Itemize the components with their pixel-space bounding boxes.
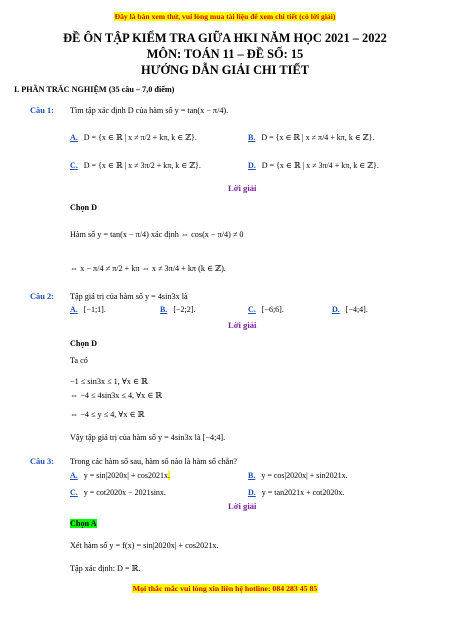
q1-option-b[interactable]: B. D = {x ∈ ℝ | x ≠ π/4 + kπ, k ∈ ℤ}.	[248, 133, 375, 142]
q1-option-c[interactable]: C. D = {x ∈ ℝ | x ≠ 3π/2 + kπ, k ∈ ℤ}.	[70, 161, 201, 170]
solution-title: HƯỚNG DẪN GIẢI CHI TIẾT	[141, 63, 309, 77]
q1-prompt: Tìm tập xác định D của hàm số y = tan(x − π/4).	[70, 106, 229, 115]
q3-answer: Chọn A	[70, 519, 97, 528]
q3-option-b[interactable]: B. y = cos|2020x| + sin2021x.	[248, 471, 348, 480]
q3-solution-line2: Tập xác định: D = ℝ.	[70, 564, 141, 573]
q1-option-a[interactable]: A. D = {x ∈ ℝ | x ≠ π/2 + kπ, k ∈ ℤ}.	[70, 133, 197, 142]
preview-notice: Đây là bản xem thử, vui lòng mua tài liệu để xem chi tiết (có lời giải)	[114, 12, 336, 21]
q2-line2: ⇔ −4 ≤ 4sin3x ≤ 4, ∀x ∈ ℝ	[70, 391, 163, 400]
exam-title: ĐỀ ÔN TẬP KIỂM TRA GIỮA HKI NĂM HỌC 2021 – 2022	[63, 31, 387, 45]
q3-solution-heading: Lời giải	[228, 501, 257, 511]
q2-line3: ⇔ −4 ≤ y ≤ 4, ∀x ∈ ℝ	[70, 410, 145, 419]
q3-option-c[interactable]: C. y = cot2020x − 2021sinx.	[70, 488, 166, 497]
q1-solution-line1: Hàm số y = tan(x − π/4) xác định ⇔ cos(x − π/4) ≠ 0	[70, 230, 244, 239]
q1-option-d[interactable]: D. D = {x ∈ ℝ | x ≠ 3π/4 + kπ, k ∈ ℤ}.	[248, 161, 379, 170]
q2-option-a[interactable]: A. [−1;1].	[70, 305, 106, 314]
q2-taco: Ta có	[70, 356, 88, 365]
q2-line1: −1 ≤ sin3x ≤ 1, ∀x ∈ ℝ	[70, 377, 148, 386]
section-heading: I. PHẦN TRẮC NGHIỆM (35 câu – 7,0 điểm)	[14, 85, 175, 94]
q3-option-d[interactable]: D. y = tan2021x + cot2020x.	[248, 488, 345, 497]
q1-solution-heading: Lời giải	[228, 183, 257, 193]
subject-title: MÔN: TOÁN 11 – ĐỀ SỐ: 15	[146, 47, 304, 61]
q3-prompt: Trong các hàm số sau, hàm số nào là hàm số chẵn?	[70, 457, 238, 466]
q1-answer: Chọn D	[70, 203, 98, 212]
q2-solution-heading: Lời giải	[228, 320, 257, 330]
hotline-footer: Mọi thắc mắc vui lòng xin liên hệ hotline: 084 283 45 85	[132, 584, 318, 593]
q2-label: Câu 2:	[30, 292, 54, 301]
q3-option-a[interactable]: A. y = sin|2020x| + cos2021x.	[70, 471, 171, 480]
q2-prompt: Tập giá trị của hàm số y = 4sin3x là	[70, 292, 188, 301]
q2-answer: Chọn D	[70, 339, 98, 348]
q2-option-c[interactable]: C. [−6;6].	[248, 305, 284, 314]
q2-option-d[interactable]: D. [−4;4].	[332, 305, 368, 314]
q1-label: Câu 1:	[30, 106, 54, 115]
q3-solution-line1: Xét hàm số y = f(x) = sin|2020x| + cos2021x.	[70, 541, 219, 550]
q1-solution-line2: ⇔ x − π/4 ≠ π/2 + kπ ⇔ x ≠ 3π/4 + kπ (k ∈ ℤ).	[70, 264, 226, 273]
q2-option-b[interactable]: B. [−2;2].	[160, 305, 196, 314]
q3-label: Câu 3:	[30, 457, 54, 466]
highlight-mark: .	[168, 471, 171, 480]
q2-conclusion: Vậy tập giá trị của hàm số y = 4sin3x là [−4;4].	[70, 433, 226, 442]
